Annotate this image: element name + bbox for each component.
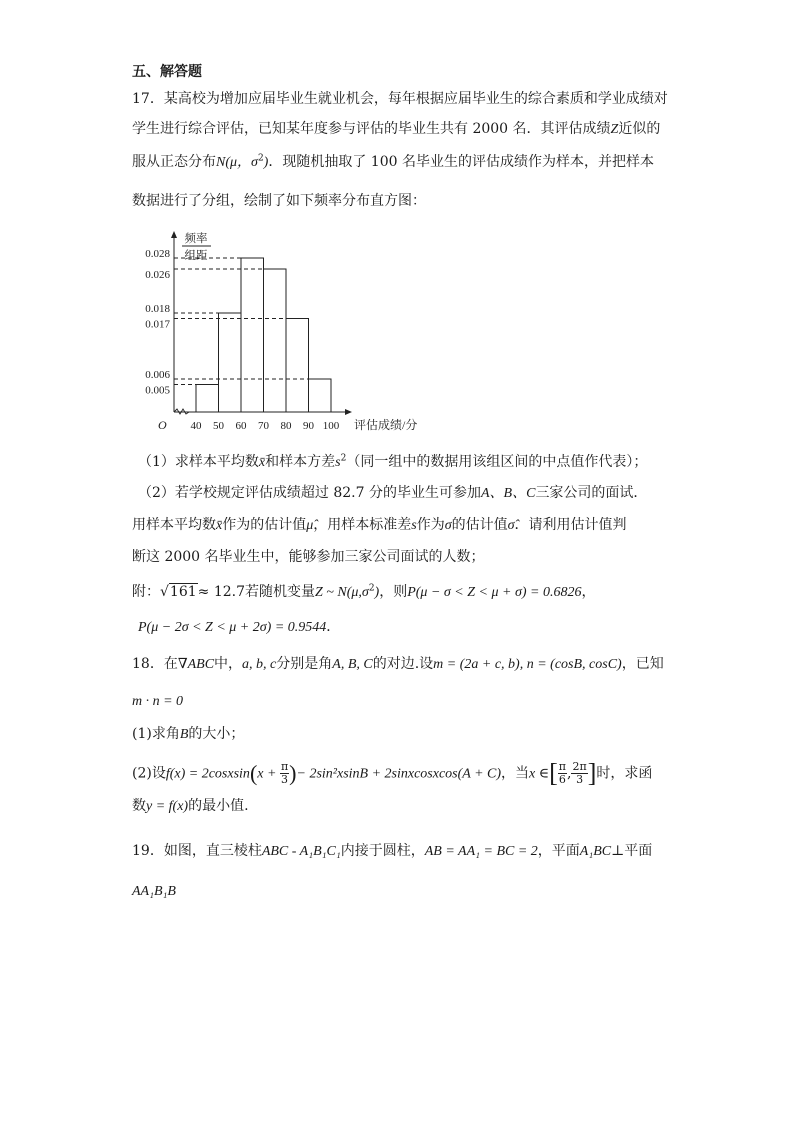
fraction-denominator: 3 (576, 773, 584, 786)
q17-formula: P(μ − σ < Z < μ + σ) = 0.6826 (407, 585, 582, 600)
y-axis-label-numerator: 频率 (184, 233, 208, 245)
q18-formula: m = (2a + c, b), n = (cosB, cosC) (433, 657, 622, 672)
q17-text: ．请利用估计值判 (514, 517, 627, 533)
q18-text: ，已知 (621, 656, 664, 672)
q17-text: ≈ 12.7若随机变量 (197, 584, 316, 600)
q19-formula: ABC - A₁B₁C₁ (261, 844, 341, 859)
q18-text: 的大小； (188, 726, 245, 742)
q17-text: 数据进行了分组，绘制了如下频率分布直方图： (132, 193, 426, 209)
q17-text: ，则 (379, 584, 408, 600)
q17-var: x̄ (216, 518, 223, 533)
q17-formula: ) (263, 155, 269, 170)
q17-part-2 (138, 483, 647, 504)
q19-line-1 (132, 841, 652, 862)
q17-part-1 (138, 452, 647, 473)
q19-text: 19．如图，直三棱柱 (132, 843, 262, 859)
fraction-pi-3 (280, 761, 289, 786)
q17-text: （1）求样本平均数 (138, 454, 259, 470)
q17-line-4 (132, 191, 426, 211)
q19-text: ，平面 (537, 843, 580, 859)
y-axis-label-denominator: 组距 (184, 250, 208, 262)
q18-text: 时，求函 (596, 765, 653, 782)
histogram-bar (196, 385, 219, 413)
y-axis-arrow (171, 231, 177, 238)
q18-text: 的最小值. (188, 798, 249, 814)
q17-line-3 (132, 152, 654, 173)
q17-text: 的估计值 (451, 517, 508, 533)
q17-formula: N(μ，σ (216, 155, 258, 170)
y-tick-label: 0.017 (145, 318, 170, 331)
q18-var: ∇ABC (177, 657, 215, 672)
q18-var: B (179, 727, 189, 742)
fraction-numerator: π (280, 760, 289, 773)
q17-text: 用样本平均数 (132, 517, 216, 533)
q17-text: 和样本方差 (265, 454, 336, 470)
q19-text: ⊥平面 (611, 843, 653, 859)
q19-text: 内接于圆柱， (340, 843, 425, 859)
q17-formula: P(μ − 2σ < Z < μ + 2σ) = 0.9544 (138, 620, 327, 635)
q18-text: 中， (214, 656, 243, 672)
q17-appendix-line-2 (138, 617, 340, 638)
q17-text: ． (326, 619, 341, 635)
q17-text: 断这 2000 名毕业生中，能够参加三家公司面试的人数； (132, 549, 485, 565)
q18-text: (1)求角 (132, 726, 180, 742)
q18-line-2 (132, 691, 183, 712)
q17-part-2-line-2 (132, 515, 627, 536)
histogram-bar (309, 379, 332, 412)
q17-text: 学生进行综合评估，已知某年度参与评估的毕业生共有 2000 名．其评估成绩 (132, 121, 611, 137)
q17-text: ，用样本标准差 (313, 517, 412, 533)
q17-text: 三家公司的面试． (535, 485, 648, 501)
frequency-histogram (140, 228, 470, 433)
q17-sup: 2 (257, 153, 264, 164)
q18-formula: y = f(x) (146, 799, 189, 814)
q17-text: 17．某高校为增加应届毕业生就业机会，每年根据应届毕业生的综合素质和学业成绩对 (132, 91, 668, 107)
x-tick-label: 40 (190, 420, 202, 432)
q17-line-2 (132, 119, 660, 140)
q17-text: ．现随机抽取了 100 名毕业生的评估成绩作为样本，并把样本 (268, 154, 654, 170)
histogram-bar (264, 269, 287, 412)
q17-var: A、B、C (480, 486, 536, 501)
section-title: 五、解答题 (132, 64, 202, 80)
origin-label: O (158, 418, 167, 432)
x-tick-label: 50 (213, 420, 224, 432)
q17-formula: ) (374, 585, 380, 600)
sqrt-radicand: 161 (169, 584, 197, 600)
q18-line-1 (132, 654, 664, 675)
q18-formula: f(x) = 2cosxsin (165, 766, 250, 782)
y-tick-label: 0.018 (145, 303, 170, 315)
x-axis-arrow (345, 409, 352, 415)
bracket-open: [ (549, 758, 558, 788)
q17-text: 近似的 (618, 121, 661, 137)
q17-var: σ̂ (507, 518, 515, 533)
q17-text: 作为的估计值 (222, 517, 307, 533)
x-tick-label: 100 (322, 420, 340, 432)
y-tick-label: 0.005 (145, 384, 170, 397)
q17-text: ， (581, 584, 596, 600)
y-tick-label: 0.026 (145, 269, 170, 281)
y-tick-label: 0.006 (145, 369, 170, 381)
fraction-denominator: 6 (558, 773, 566, 786)
bracket-close: ] (587, 758, 597, 788)
paren-close: ) (289, 760, 297, 786)
q19-line-2 (132, 881, 176, 902)
fraction-pi-6 (558, 761, 567, 786)
q17-var: μ̂ (306, 518, 314, 533)
q17-var: σ (444, 518, 452, 533)
q17-text: （同一组中的数据用该组区间的中点值作代表）； (346, 454, 648, 470)
x-tick-label: 90 (303, 420, 314, 432)
q17-part-2-line-3 (132, 547, 485, 567)
q17-text: （2）若学校规定评估成绩超过 82.7 分的毕业生可参加 (138, 485, 481, 501)
q18-text: (2)设 (132, 765, 166, 782)
q19-formula: AA₁B₁B (132, 884, 176, 899)
fraction-numerator: 2π (572, 760, 587, 773)
q18-formula: x ∈ (529, 766, 550, 782)
q18-part-1 (132, 724, 244, 745)
q17-text: 服从正态分布 (132, 154, 216, 170)
q18-var: A, B, C (332, 657, 373, 672)
q17-sup: 2 (368, 583, 375, 594)
fraction-denominator: 3 (281, 773, 289, 786)
fraction-numerator: π (558, 760, 567, 773)
x-axis-label: 评估成绩/分 (354, 418, 418, 432)
sqrt-sign: √ (160, 584, 169, 600)
comma: , (567, 765, 572, 782)
q18-formula: − 2sin²xsinB + 2sinxcosxcos(A + C) (296, 766, 502, 782)
q17-var: s (411, 518, 417, 533)
histogram-bar (219, 313, 242, 412)
q17-sup: 2 (340, 453, 347, 464)
q18-text: 18．在 (132, 656, 178, 672)
q17-appendix (132, 582, 595, 603)
q18-text: 数 (132, 798, 146, 814)
x-tick-label: 80 (280, 420, 292, 432)
q18-text: 的对边.设 (372, 656, 434, 672)
q17-text: 附： (132, 584, 160, 600)
q17-var: x̄ (258, 455, 266, 470)
q17-formula: Z ~ N(μ,σ (315, 585, 369, 600)
q17-var: s (335, 455, 341, 470)
q17-line-1 (132, 89, 668, 109)
q18-var: x + (257, 766, 280, 782)
q18-part-2 (132, 758, 653, 788)
y-tick-label: 0.028 (145, 248, 170, 260)
fraction-2pi-3 (571, 761, 587, 786)
q19-formula: A₁BC (579, 844, 612, 859)
q17-text: 作为 (416, 517, 445, 533)
paren-open: ( (249, 760, 258, 786)
q19-formula: AB = AA₁ = BC = 2 (424, 844, 538, 859)
q18-formula: m · n = 0 (132, 694, 184, 709)
q18-var: a, b, c (242, 657, 277, 672)
histogram-bar (286, 319, 309, 413)
q18-part-2-line-2 (132, 796, 249, 817)
q18-text: 分别是角 (276, 656, 333, 672)
x-tick-label: 60 (235, 420, 247, 432)
q18-text: ，当 (501, 765, 530, 782)
q17-var: Z (610, 122, 619, 137)
histogram-bar (241, 258, 264, 412)
x-tick-label: 70 (258, 420, 269, 432)
